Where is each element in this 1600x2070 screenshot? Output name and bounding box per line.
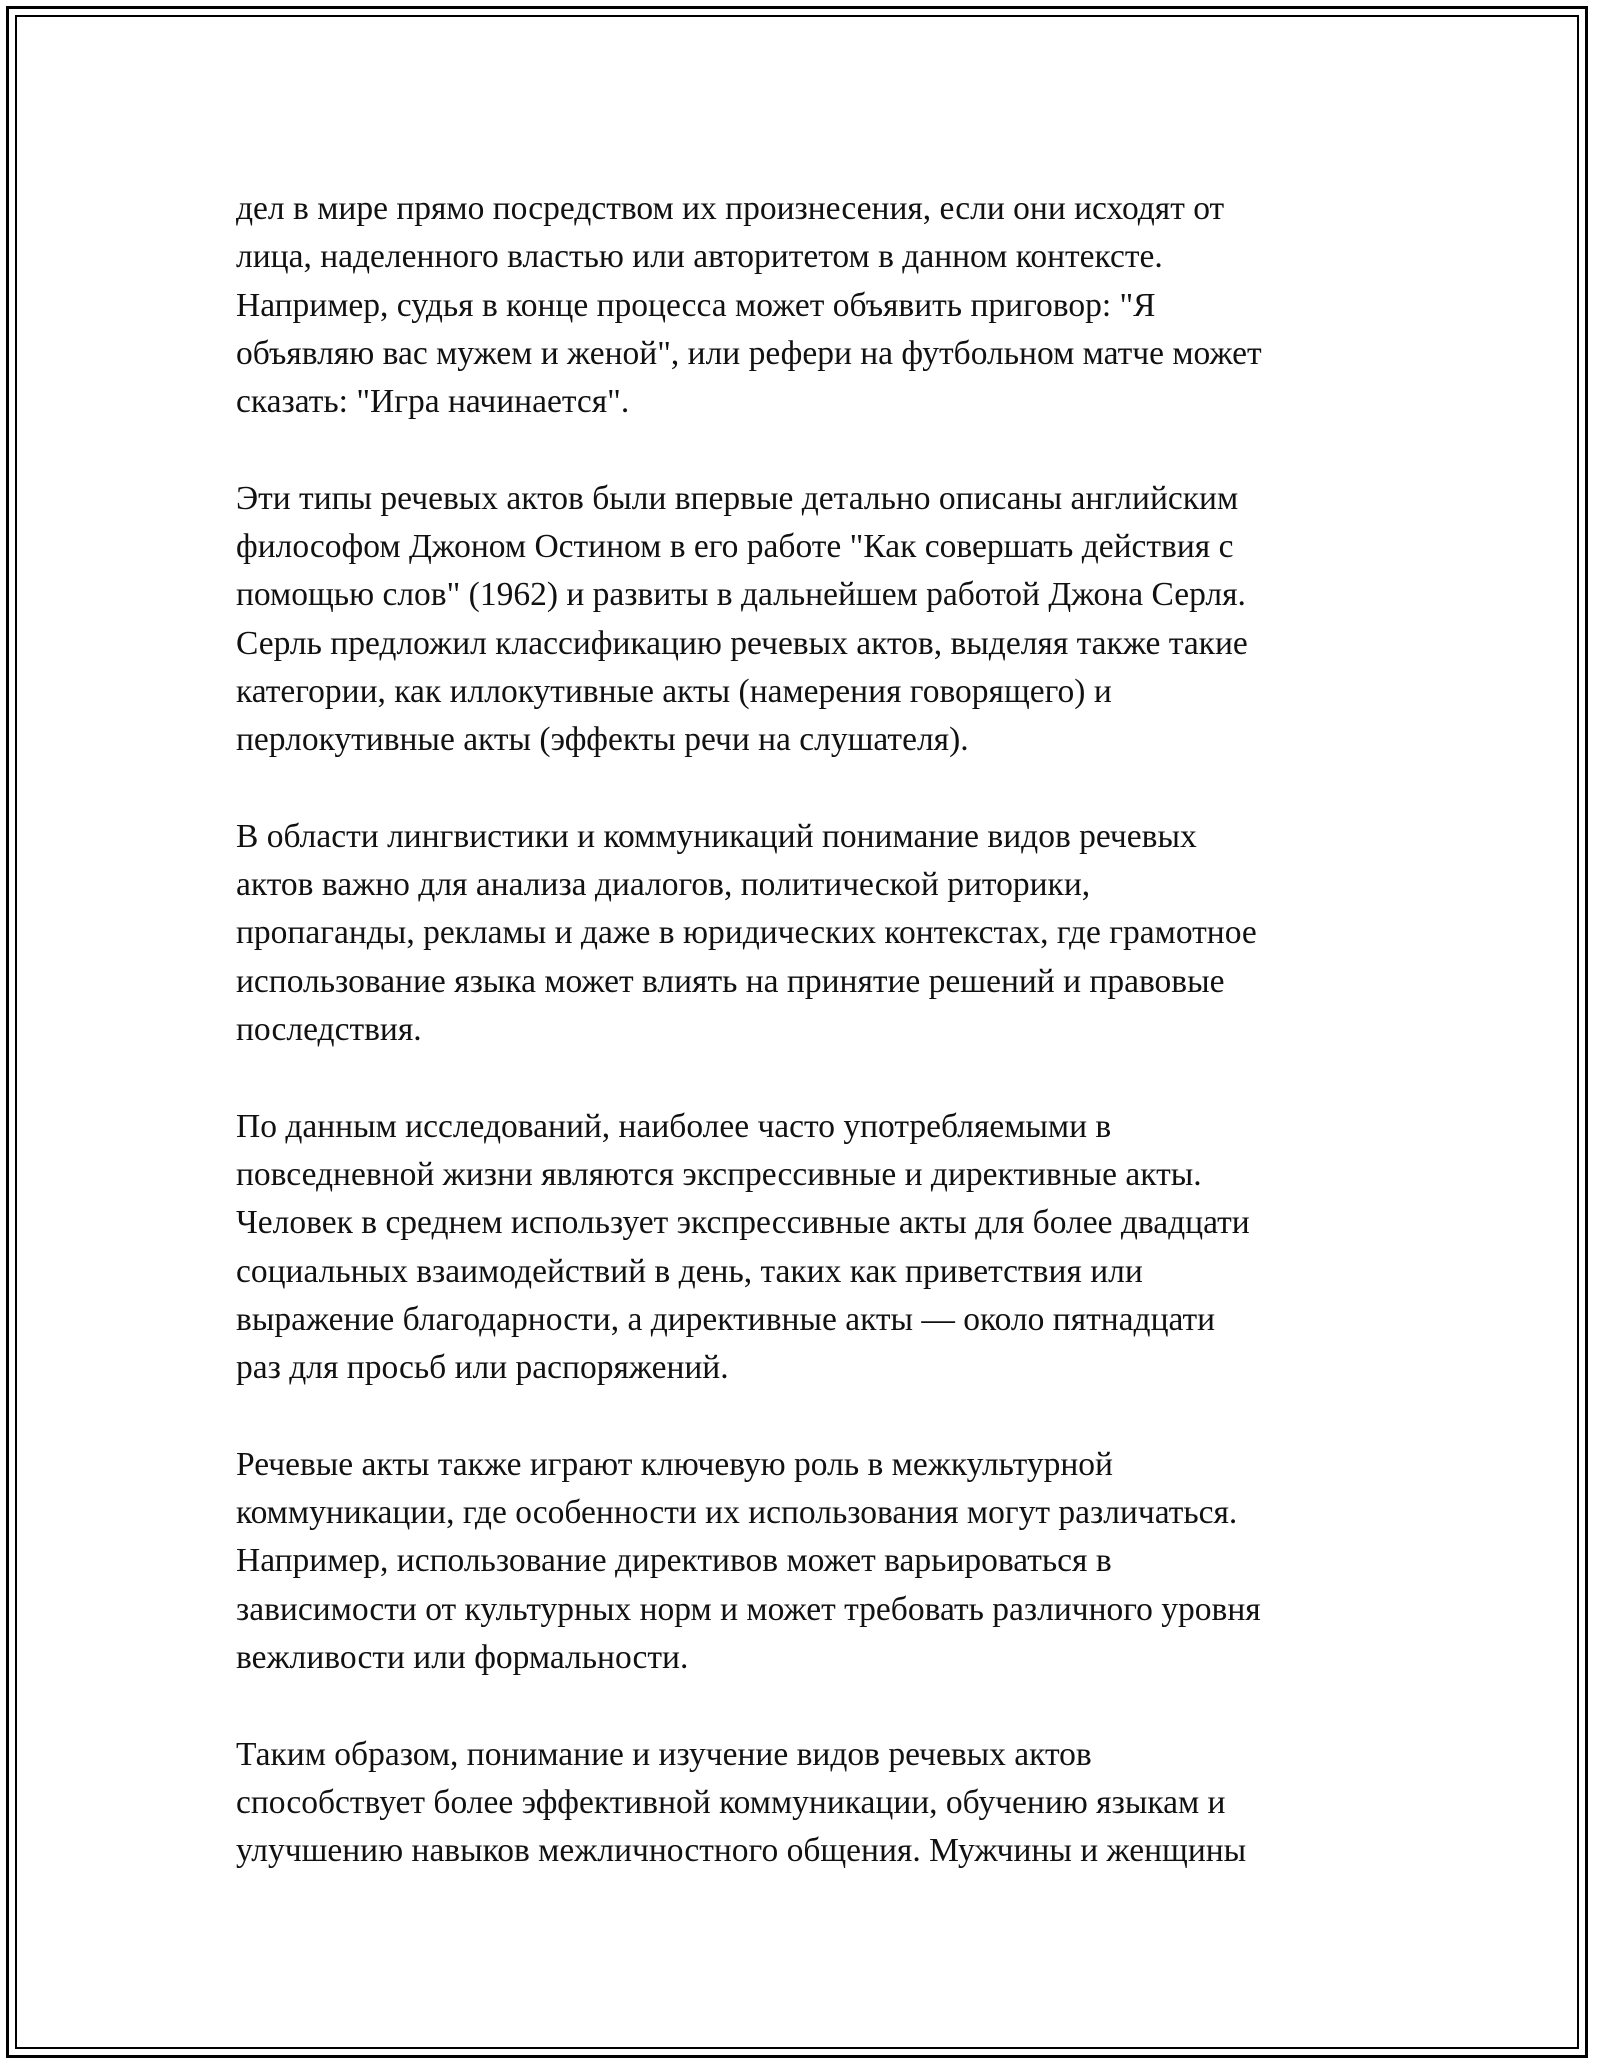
paragraph-1: дел в мире прямо посредством их произнесения, если они исходят от лица, наделенного властью или авторитетом в данном контексте. Например, судья в конце процесса может объявить приговор: "Я объявляю вас мужем и женой", или рефери на футбольном матче может сказать: "Игра начинается". <box>236 190 1262 421</box>
paragraph-6: Таким образом, понимание и изучение видов речевых актов способствует более эффективной коммуникации, обучению языкам и улучшению навыков межличностного общения. Мужчины и женщины <box>236 1735 1247 1870</box>
paragraph-5: Речевые акты также играют ключевую роль в межкультурной коммуникации, где особенности их использования могут различаться. Например, использование директивов может варьироваться в зависимости от культурных норм и может требовать различного уровня вежливости или формальности. <box>236 1445 1261 1676</box>
document-body <box>236 185 1396 1875</box>
paragraph-2: Эти типы речевых актов были впервые детально описаны английским философом Джоном Остином в его работе "Как совершать действия с помощью слов" (1962) и развиты в дальнейшем работой Джона Серля. Серль предложил классификацию речевых актов, выделяя также такие категории, как иллокутивные акты (намерения говорящего) и перлокутивные акты (эффекты речи на слушателя). <box>236 479 1248 759</box>
paragraph-4: По данным исследований, наиболее часто употребляемыми в повседневной жизни являются экспрессивные и директивные акты. Человек в среднем использует экспрессивные акты для более двадцати социальных взаимодействий в день, таких как приветствия или выражение благодарности, а директивные акты — около пятнадцати раз для просьб или распоряжений. <box>236 1107 1250 1387</box>
paragraph-3: В области лингвистики и коммуникаций понимание видов речевых актов важно для анализа диалогов, политической риторики, пропаганды, рекламы и даже в юридических контекстах, где грамотное использование языка может влиять на принятие решений и правовые последствия. <box>236 817 1257 1049</box>
